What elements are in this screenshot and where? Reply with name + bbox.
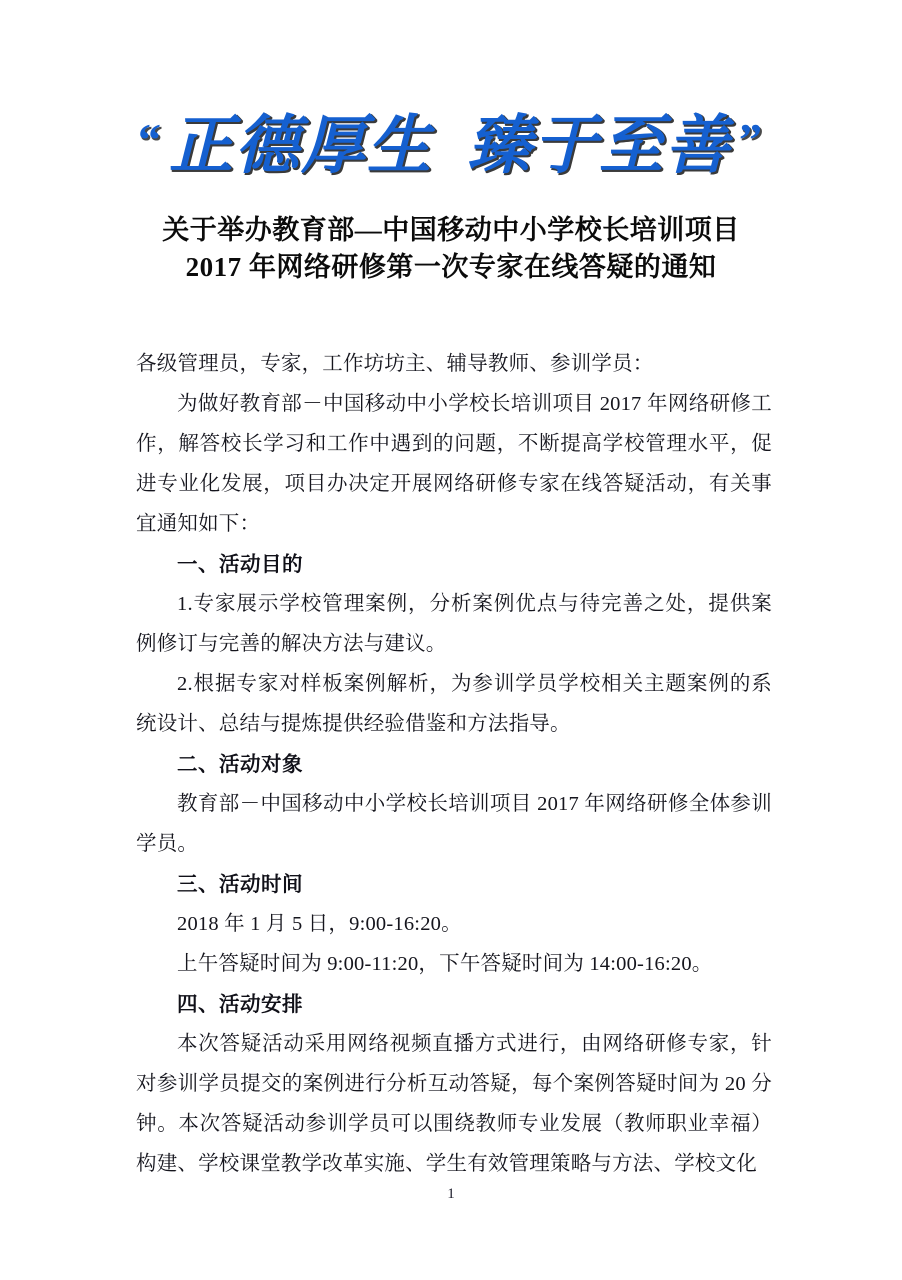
section-3-paragraph-2: 上午答疑时间为 9:00-11:20，下午答疑时间为 14:00-16:20。 <box>177 953 713 975</box>
open-quote-glyph: “ <box>138 114 163 165</box>
document-title <box>0 212 902 286</box>
banner-phrase-one: 正德厚生 <box>169 110 433 181</box>
salutation-paragraph: 各级管理员，专家，工作坊坊主、辅导教师、参训学员： <box>136 353 654 375</box>
page-number: 1 <box>447 1186 455 1202</box>
preamble-paragraph: 为做好教育部－中国移动中小学校长培训项目 2017 年网络研修工作，解答校长学习和工作中遇到的问题，不断提高学校管理水平，促进专业化发展，项目办决定开展网络研修专家在线答疑活动，有关事宜通知如下： <box>136 393 772 535</box>
section-heading-2: 二、活动对象 <box>177 752 303 776</box>
section-4-paragraph-1: 本次答疑活动采用网络视频直播方式进行，由网络研修专家，针对参训学员提交的案例进行分析互动答疑，每个案例答疑时间为 20 分钟。本次答疑活动参训学员可以围绕教师专业发展（教师职业幸福）构建、学校课堂教学改革实施、学生有效管理策略与方法、学校文化 <box>136 1033 772 1175</box>
calligraphy-banner <box>0 104 902 188</box>
banner-inner <box>138 110 764 181</box>
document-title-line-1: 关于举办教育部—中国移动中小学校长培训项目 <box>162 215 740 245</box>
section-3-paragraph-1: 2018 年 1 月 5 日，9:00-16:20。 <box>177 913 462 935</box>
document-title-line-2: 2017 年网络研修第一次专家在线答疑的通知 <box>185 252 717 282</box>
section-1-paragraph-1: 1.专家展示学校管理案例，分析案例优点与待完善之处，提供案例修订与完善的解决方法与建议。 <box>136 593 772 655</box>
section-1-paragraph-2: 2.根据专家对样板案例解析，为参训学员学校相关主题案例的系统设计、总结与提炼提供经验借鉴和方法指导。 <box>136 673 772 735</box>
document-body <box>136 344 772 1184</box>
banner-phrase-two: 臻于至善 <box>467 110 731 181</box>
section-heading-3: 三、活动时间 <box>177 872 303 896</box>
section-2-paragraph-1: 教育部－中国移动中小学校长培训项目 2017 年网络研修全体参训学员。 <box>136 793 772 855</box>
close-quote-glyph: ” <box>739 114 764 165</box>
section-heading-1: 一、活动目的 <box>177 552 303 576</box>
section-heading-4: 四、活动安排 <box>177 992 303 1016</box>
